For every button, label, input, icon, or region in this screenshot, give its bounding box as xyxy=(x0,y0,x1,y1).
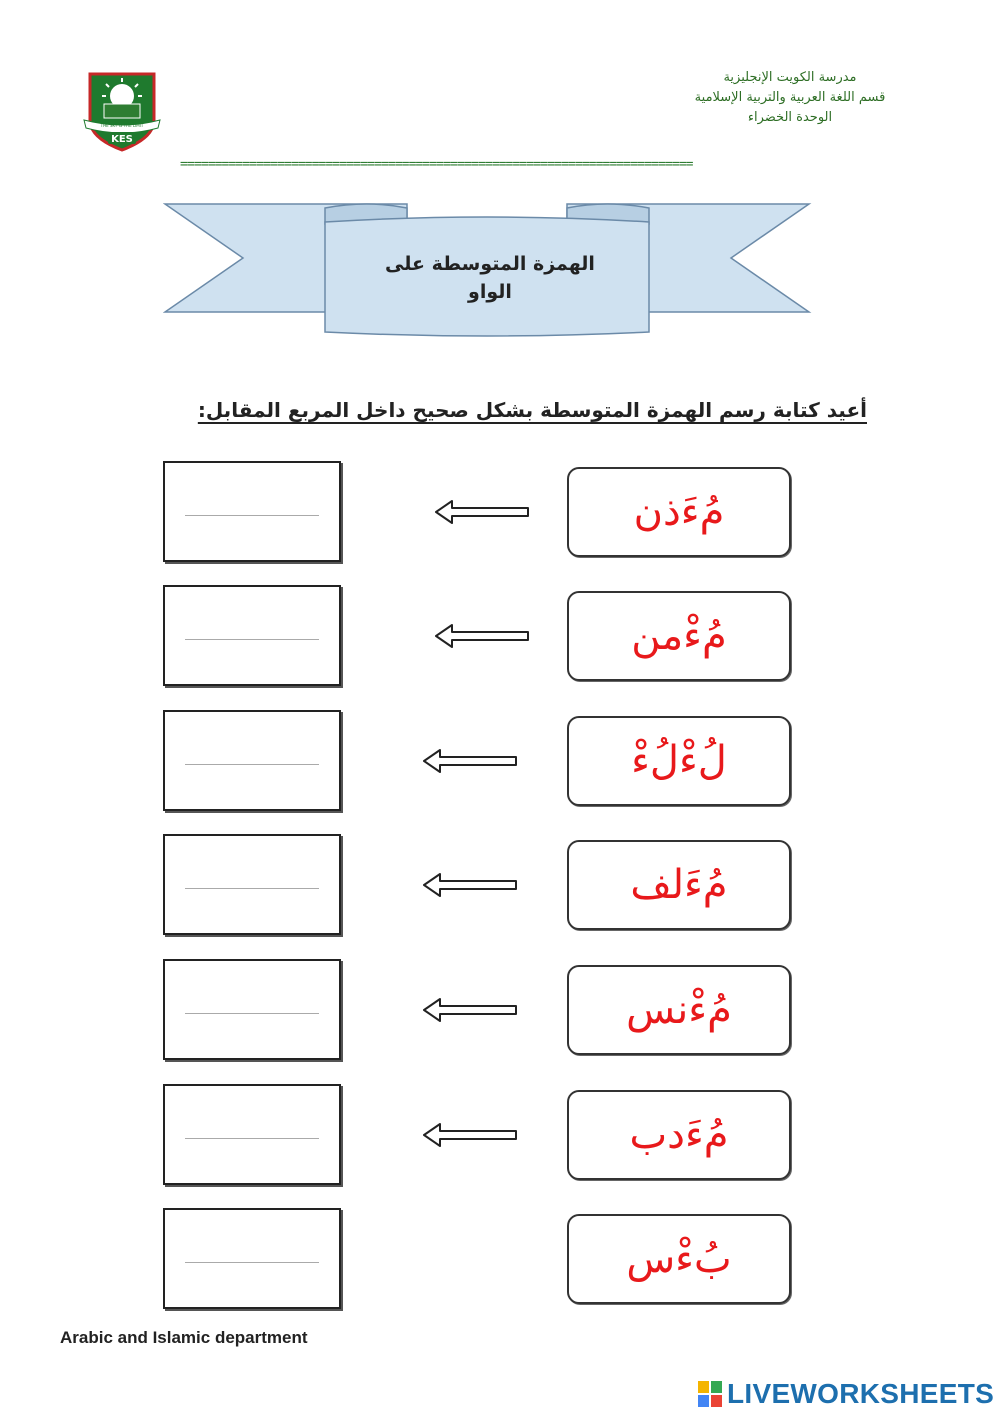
answer-box[interactable] xyxy=(163,959,341,1060)
word-box xyxy=(567,840,791,930)
answer-box[interactable] xyxy=(163,834,341,935)
word-text: بُءْس xyxy=(626,1236,732,1282)
school-heading xyxy=(650,68,930,128)
answer-line xyxy=(185,764,319,765)
title-line-2: الواو xyxy=(468,281,512,303)
arrow-left-icon xyxy=(434,623,530,649)
answer-line xyxy=(185,1013,319,1014)
word-box xyxy=(567,716,791,806)
department-footer: Arabic and Islamic department xyxy=(60,1328,308,1347)
brand-text: LIVEWORKSHEETS xyxy=(727,1378,995,1409)
word-text: مُءْمن xyxy=(631,613,727,659)
answer-box[interactable] xyxy=(163,1208,341,1309)
logo-text: KES xyxy=(111,134,133,145)
liveworksheets-brand[interactable] xyxy=(697,1376,994,1412)
answer-line xyxy=(185,1262,319,1263)
word-text: مُءْنس xyxy=(626,987,732,1033)
answer-box[interactable] xyxy=(163,461,341,562)
school-logo-icon xyxy=(80,68,164,152)
exercise-row xyxy=(0,1208,1000,1318)
department-name: قسم اللغة العربية والتربية الإسلامية xyxy=(694,90,886,105)
liveworksheets-logo-icon xyxy=(697,1379,723,1409)
answer-box[interactable] xyxy=(163,585,341,686)
word-box xyxy=(567,591,791,681)
instruction-text: أعيد كتابة رسم الهمزة المتوسطة بشكل صحيح داخل المربع المقابل: xyxy=(197,398,867,422)
word-text: مُءَذن xyxy=(633,489,725,535)
word-text: مُءَلف xyxy=(630,862,728,908)
arrow-left-icon xyxy=(422,1122,518,1148)
school-name: مدرسة الكويت الإنجليزية xyxy=(723,70,857,85)
word-box xyxy=(567,965,791,1055)
unit-name: الوحدة الخضراء xyxy=(747,110,833,125)
exercise-row xyxy=(0,1084,1000,1194)
worksheet-title xyxy=(345,250,635,306)
exercise-row xyxy=(0,834,1000,944)
exercise-row xyxy=(0,461,1000,571)
arrow-left-icon xyxy=(422,748,518,774)
answer-line xyxy=(185,1138,319,1139)
exercise-row xyxy=(0,959,1000,1069)
arrow-left-icon xyxy=(422,872,518,898)
answer-line xyxy=(185,515,319,516)
exercise-row xyxy=(0,585,1000,695)
answer-box[interactable] xyxy=(163,1084,341,1185)
title-line-1: الهمزة المتوسطة على xyxy=(385,253,595,275)
answer-line xyxy=(185,888,319,889)
word-box xyxy=(567,467,791,557)
answer-box[interactable] xyxy=(163,710,341,811)
answer-line xyxy=(185,639,319,640)
exercise-row xyxy=(0,710,1000,820)
logo-motto: THE SKY IS THE LIMIT xyxy=(100,123,144,128)
arrow-left-icon xyxy=(422,997,518,1023)
word-box xyxy=(567,1214,791,1304)
word-text: مُءَدب xyxy=(629,1112,729,1158)
word-box xyxy=(567,1090,791,1180)
header-divider: ========================================================================== xyxy=(180,157,693,172)
word-text: لُءْلُءْ xyxy=(631,738,727,784)
arrow-left-icon xyxy=(434,499,530,525)
